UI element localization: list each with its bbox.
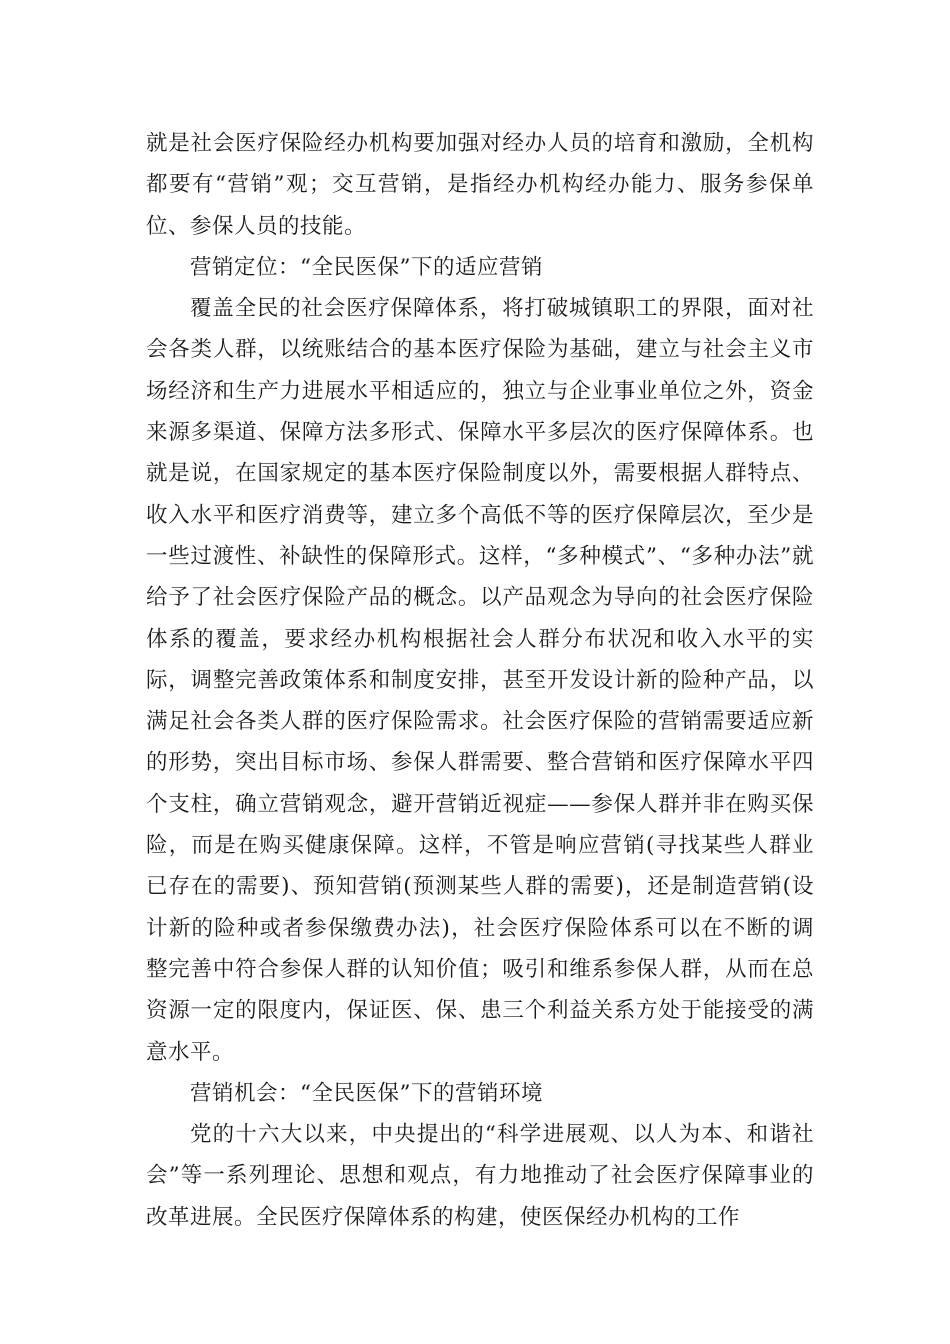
paragraph-continuation: 就是社会医疗保险经办机构要加强对经办人员的培育和激励，全机构都要有“营销”观；交互营销，是指经办机构经办能力、服务参保单位、参保人员的技能。 [146,131,814,239]
paragraph-body-coverage: 覆盖全民的社会医疗保障体系，将打破城镇职工的界限，面对社会各类人群，以统账结合的基本医疗保险为基础，建立与社会主义市场经济和生产力进展水平相适应的，独立与企业事业单位之外，资金来源多渠道、保障方法多形式、保障水平多层次的医疗保障体系。也就是说，在国家规定的基本医疗保险制度以外，需要根据人群特点、收入水平和医疗消费等，建立多个高低不等的医疗保障层次，至少是一些过渡性、补缺性的保障形式。这样，“多种模式”、“多种办法”就给予了社会医疗保险产品的概念。以产品观念为导向的社会医疗保险体系的覆盖，要求经办机构根据社会人群分布状况和收入水平的实际，调整完善政策体系和制度安排，甚至开发设计新的险种产品，以满足社会各类人群的医疗保险需求。社会医疗保险的营销需要适应新的形势，突出目标市场、参保人群需要、整合营销和医疗保障水平四个支柱，确立营销观念，避开营销近视症——参保人群并非在购买保险，而是在购买健康保障。这样，不管是响应营销(寻找某些人群业已存在的需要)、预知营销(预测某些人群的需要)，还是制造营销(设计新的险种或者参保缴费办法)，社会医疗保险体系可以在不断的调整完善中符合参保人群的认知价值；吸引和维系参保人群，从而在总资源一定的限度内，保证医、保、患三个利益关系方处于能接受的满意水平。 [146,296,814,1065]
paragraph-body-party-congress: 党的十六大以来，中央提出的“科学进展观、以人为本、和谐社会”等一系列理论、思想和观点，有力地推动了社会医疗保障事业的改革进展。全民医疗保障体系的构建，使医保经办机构的工作 [146,1122,814,1230]
section-heading-marketing-positioning: 营销定位：“全民医保”下的适应营销 [190,254,543,280]
document-body [146,123,814,1238]
section-heading-marketing-opportunity: 营销机会：“全民医保”下的营销环境 [190,1080,543,1106]
